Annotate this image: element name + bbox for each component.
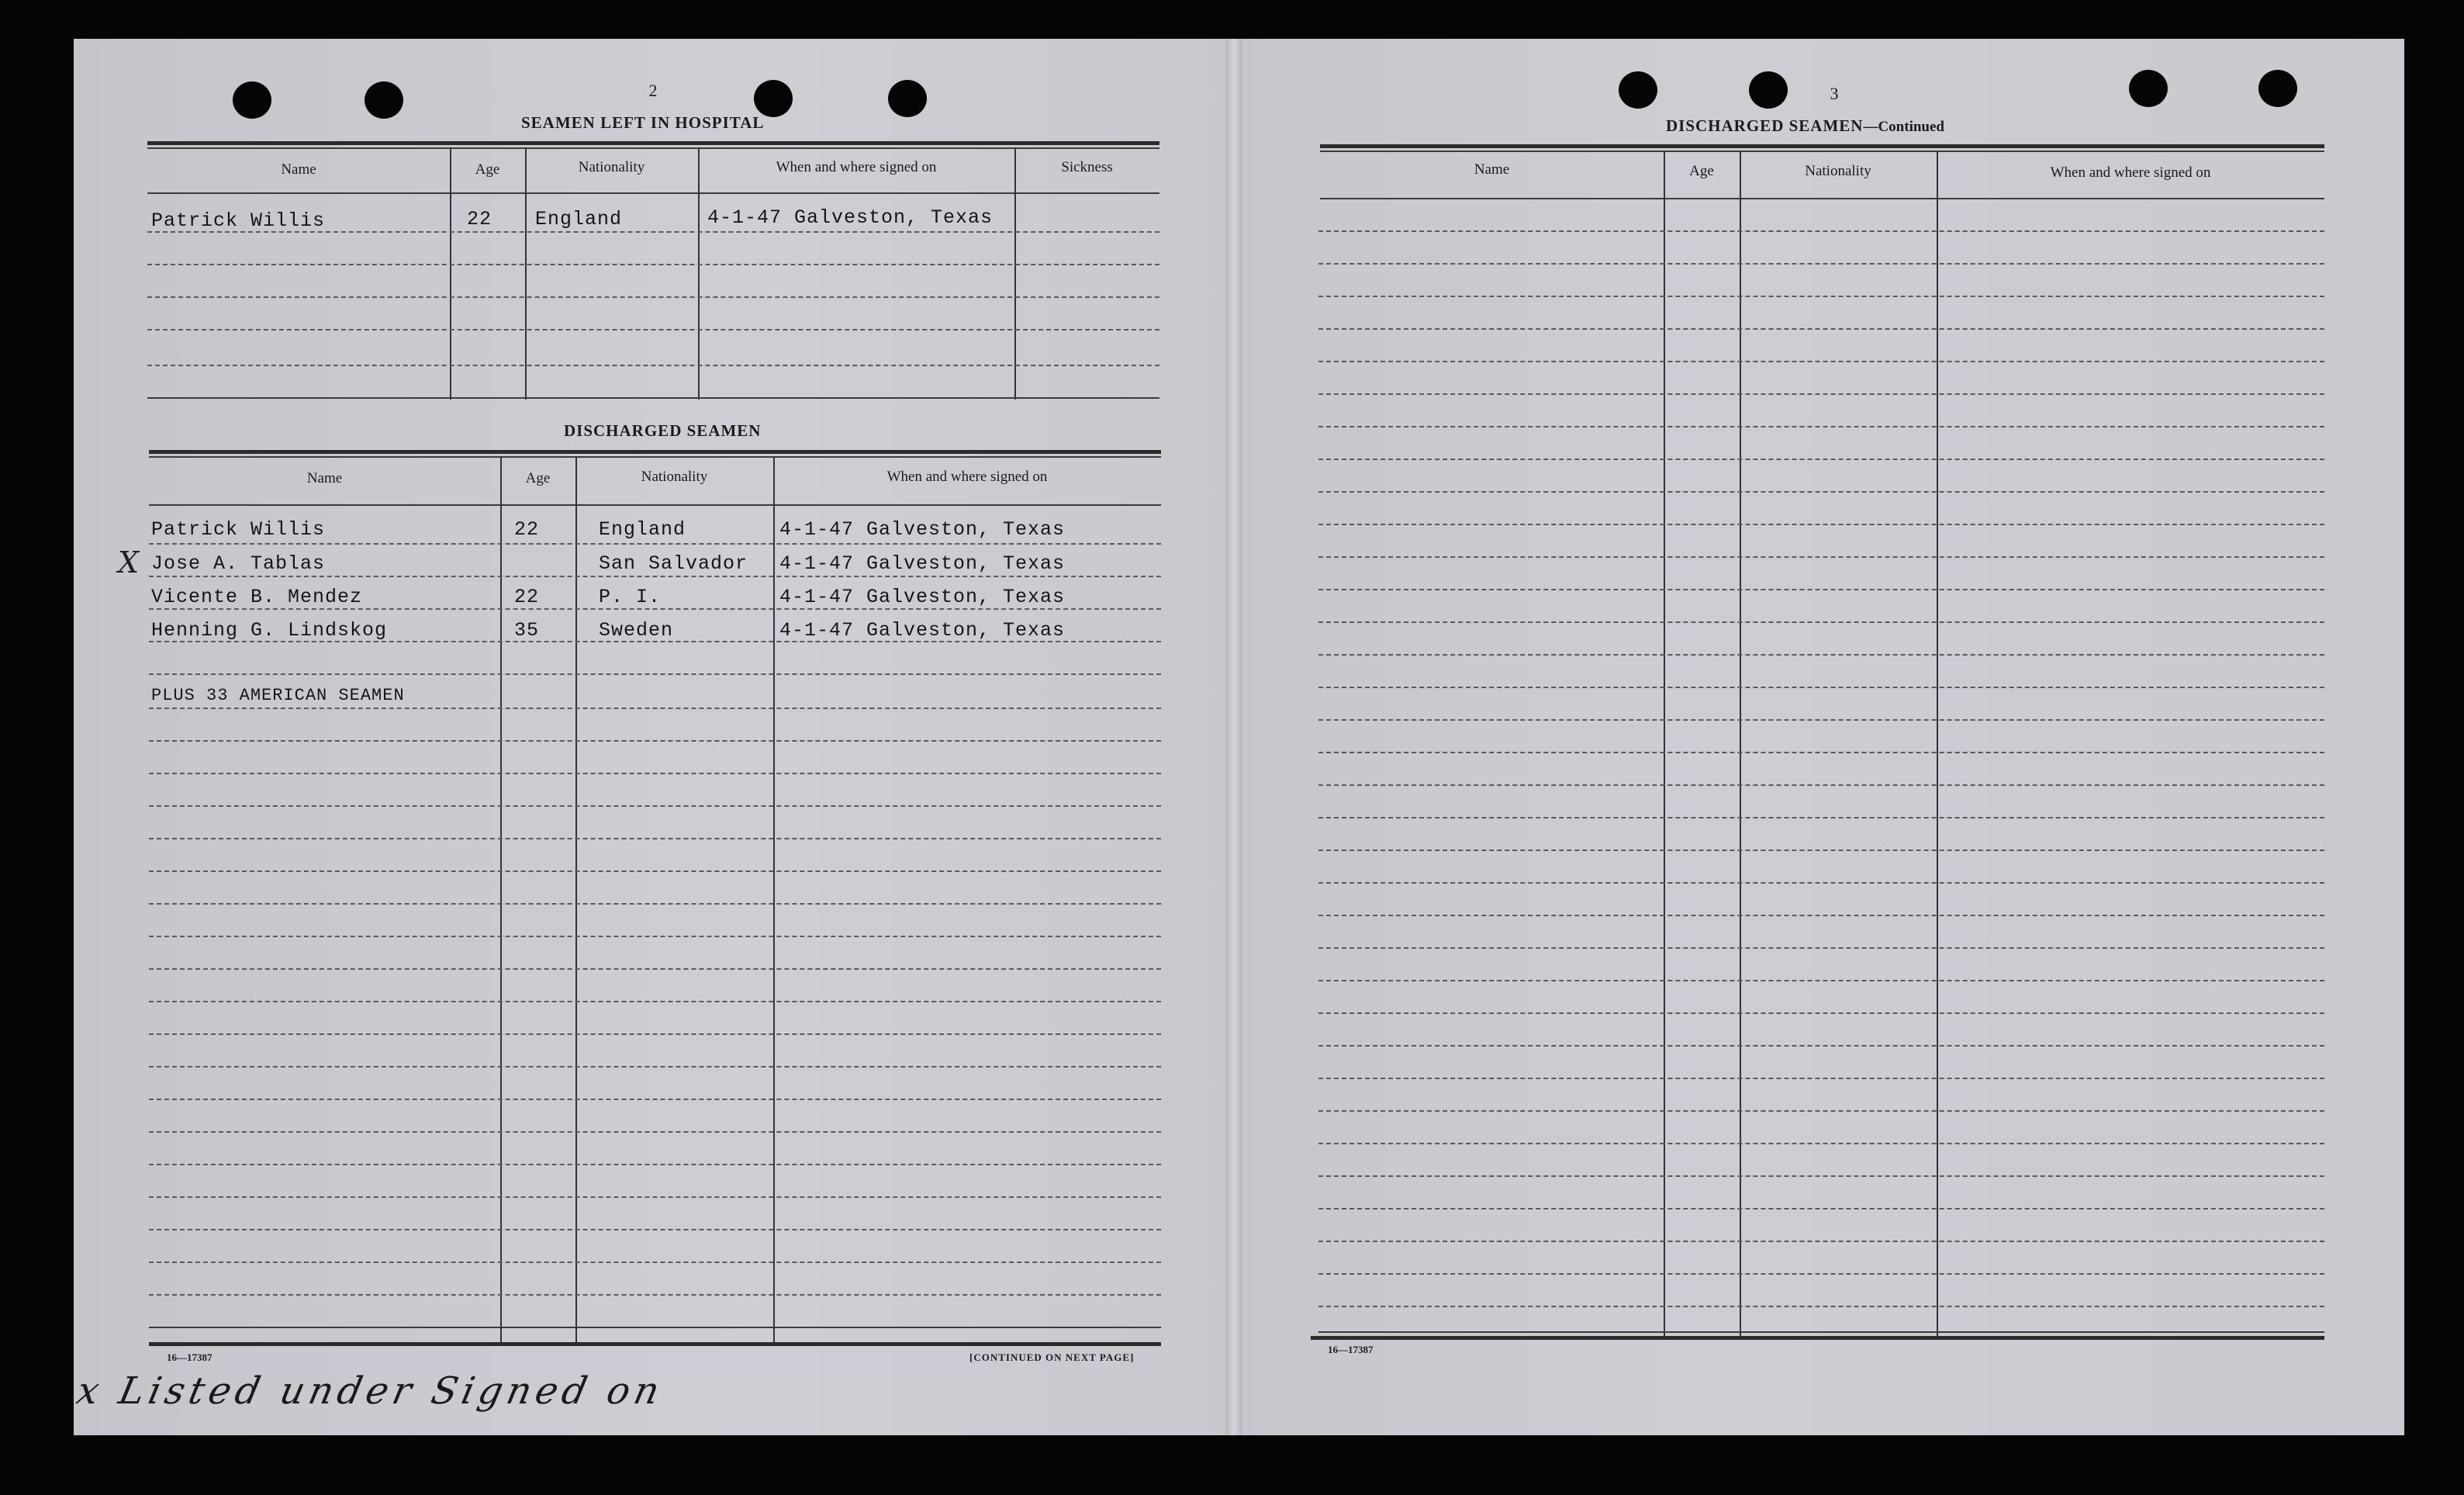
row-rule [149, 773, 1161, 774]
table-rule [1318, 1331, 2324, 1333]
row-rule [1318, 296, 2324, 297]
row-rule [149, 1066, 1161, 1068]
row-rule [1318, 491, 2324, 493]
row-rule [1318, 980, 2324, 981]
discharged-name: Patrick Willis [151, 518, 326, 541]
col-header-nationality: Nationality [578, 159, 645, 175]
row-rule [149, 708, 1161, 709]
discharged-signed-on: 4-1-47 Galveston, Texas [779, 552, 1066, 575]
punch-hole [1619, 71, 1657, 109]
discharged-age: 22 [514, 586, 540, 608]
row-rule [147, 296, 1159, 298]
col-header-signed-on: When and where signed on [2050, 164, 2211, 181]
handwritten-note: x Listed under Signed on [73, 1369, 669, 1413]
table-rule [147, 147, 1159, 149]
row-rule [1318, 263, 2324, 265]
discharged-nationality: Sweden [599, 619, 674, 642]
row-rule [147, 365, 1159, 366]
table-rule [147, 397, 1159, 399]
discharged-section-title: DISCHARGED SEAMEN [564, 421, 762, 440]
row-rule [1318, 621, 2324, 623]
column-divider [1014, 147, 1016, 400]
row-rule [1318, 654, 2324, 656]
row-rule [1318, 1208, 2324, 1209]
col-header-signed-on: When and where signed on [776, 159, 937, 175]
punch-hole [365, 81, 403, 119]
row-rule [1318, 524, 2324, 525]
row-rule [1318, 1241, 2324, 1242]
hospital-age: 22 [467, 208, 492, 230]
table-rule [149, 456, 1161, 458]
row-rule [1318, 882, 2324, 884]
row-rule [149, 838, 1161, 839]
row-rule [1318, 752, 2324, 753]
row-rule [1318, 393, 2324, 395]
hospital-section-title: SEAMEN LEFT IN HOSPITAL [521, 113, 765, 132]
hospital-signed-on: 4-1-47 Galveston, Texas [707, 206, 994, 229]
row-rule [149, 543, 1161, 545]
discharged-name: Henning G. Lindskog [151, 619, 388, 642]
table-rule [1320, 151, 2324, 152]
row-rule [149, 1164, 1161, 1165]
punch-hole [2258, 70, 2297, 107]
row-rule [149, 1294, 1161, 1296]
row-rule [1318, 556, 2324, 558]
table-rule [149, 450, 1161, 454]
discharged-name: Vicente B. Mendez [151, 586, 363, 608]
left-page [74, 39, 1233, 1435]
row-rule [149, 1131, 1161, 1133]
row-rule [147, 329, 1159, 330]
col-header-name: Name [306, 470, 343, 486]
row-rule [149, 576, 1161, 577]
column-divider [450, 147, 451, 400]
discharged-signed-on: 4-1-47 Galveston, Texas [779, 619, 1066, 642]
row-rule [1318, 1045, 2324, 1047]
row-rule [149, 673, 1161, 675]
discharged-nationality: England [599, 518, 686, 541]
row-rule [149, 1229, 1161, 1230]
row-rule [1318, 589, 2324, 590]
table-rule [1320, 198, 2324, 199]
row-rule [149, 1261, 1161, 1263]
col-header-age: Age [1689, 163, 1714, 179]
col-header-age: Age [525, 470, 551, 486]
row-rule [1318, 1175, 2324, 1177]
col-header-age: Age [475, 161, 500, 178]
discharged-name: Jose A. Tablas [151, 552, 326, 575]
page-fold [1225, 39, 1242, 1435]
punch-hole [233, 81, 271, 119]
punch-hole [754, 80, 793, 117]
col-header-signed-on: When and where signed on [886, 469, 1048, 485]
discharged-age: 35 [514, 619, 540, 642]
discharged-signed-on: 4-1-47 Galveston, Texas [779, 586, 1066, 608]
col-header-name: Name [1474, 161, 1510, 178]
continued-section-title: DISCHARGED SEAMEN—Continued [1666, 116, 1944, 135]
continued-note: [CONTINUED ON NEXT PAGE] [969, 1351, 1135, 1363]
discharged-age: 22 [514, 518, 540, 541]
row-rule [149, 968, 1161, 970]
form-number: 16—17387 [1328, 1344, 1374, 1355]
row-rule [149, 870, 1161, 872]
row-rule [1318, 817, 2324, 818]
right-page [1233, 39, 2404, 1435]
row-rule [147, 264, 1159, 265]
row-rule [1318, 784, 2324, 786]
row-rule [149, 903, 1161, 905]
row-rule [1318, 850, 2324, 851]
row-rule [1318, 1306, 2324, 1307]
table-rule [1320, 144, 2324, 148]
hospital-name: Patrick Willis [151, 209, 326, 232]
row-rule [1318, 1078, 2324, 1079]
table-rule [1311, 1336, 2324, 1340]
form-number: 16—17387 [167, 1351, 213, 1363]
row-rule [149, 1001, 1161, 1002]
row-rule [1318, 426, 2324, 427]
col-header-name: Name [281, 161, 316, 178]
row-rule [149, 608, 1161, 610]
punch-hole [2129, 70, 2168, 107]
row-rule [1318, 361, 2324, 362]
col-header-sickness: Sickness [1061, 159, 1113, 175]
row-rule [1318, 1012, 2324, 1014]
hospital-nationality: England [535, 208, 623, 230]
row-rule [149, 936, 1161, 937]
column-divider [698, 147, 700, 400]
row-rule [1318, 459, 2324, 460]
row-rule [149, 805, 1161, 807]
margin-x-mark: X [118, 545, 140, 580]
row-rule [149, 1099, 1161, 1100]
row-rule [1318, 947, 2324, 949]
table-rule [149, 504, 1161, 506]
row-rule [1318, 1143, 2324, 1144]
row-rule [1318, 687, 2324, 688]
discharged-signed-on: 4-1-47 Galveston, Texas [779, 518, 1066, 541]
col-header-nationality: Nationality [641, 469, 708, 485]
row-rule [1318, 1273, 2324, 1275]
discharged-nationality: San Salvador [599, 552, 748, 575]
table-rule [147, 192, 1159, 194]
punch-hole [888, 80, 927, 117]
table-rule [149, 1342, 1161, 1346]
row-rule [149, 1033, 1161, 1035]
table-rule [147, 141, 1159, 145]
page-number: 2 [648, 81, 658, 100]
row-rule [1318, 1110, 2324, 1112]
col-header-nationality: Nationality [1805, 163, 1871, 179]
row-rule [1318, 328, 2324, 330]
american-seamen-note: PLUS 33 AMERICAN SEAMEN [151, 686, 405, 705]
table-rule [149, 1327, 1161, 1328]
row-rule [1318, 719, 2324, 721]
row-rule [149, 740, 1161, 742]
row-rule [1318, 230, 2324, 232]
column-divider [773, 456, 775, 1344]
column-divider [575, 456, 577, 1344]
row-rule [1318, 915, 2324, 916]
column-divider [500, 456, 502, 1344]
row-rule [149, 1196, 1161, 1198]
punch-hole [1749, 71, 1788, 109]
discharged-nationality: P. I. [599, 586, 662, 608]
column-divider [525, 147, 527, 400]
page-number: 3 [1830, 84, 1839, 103]
